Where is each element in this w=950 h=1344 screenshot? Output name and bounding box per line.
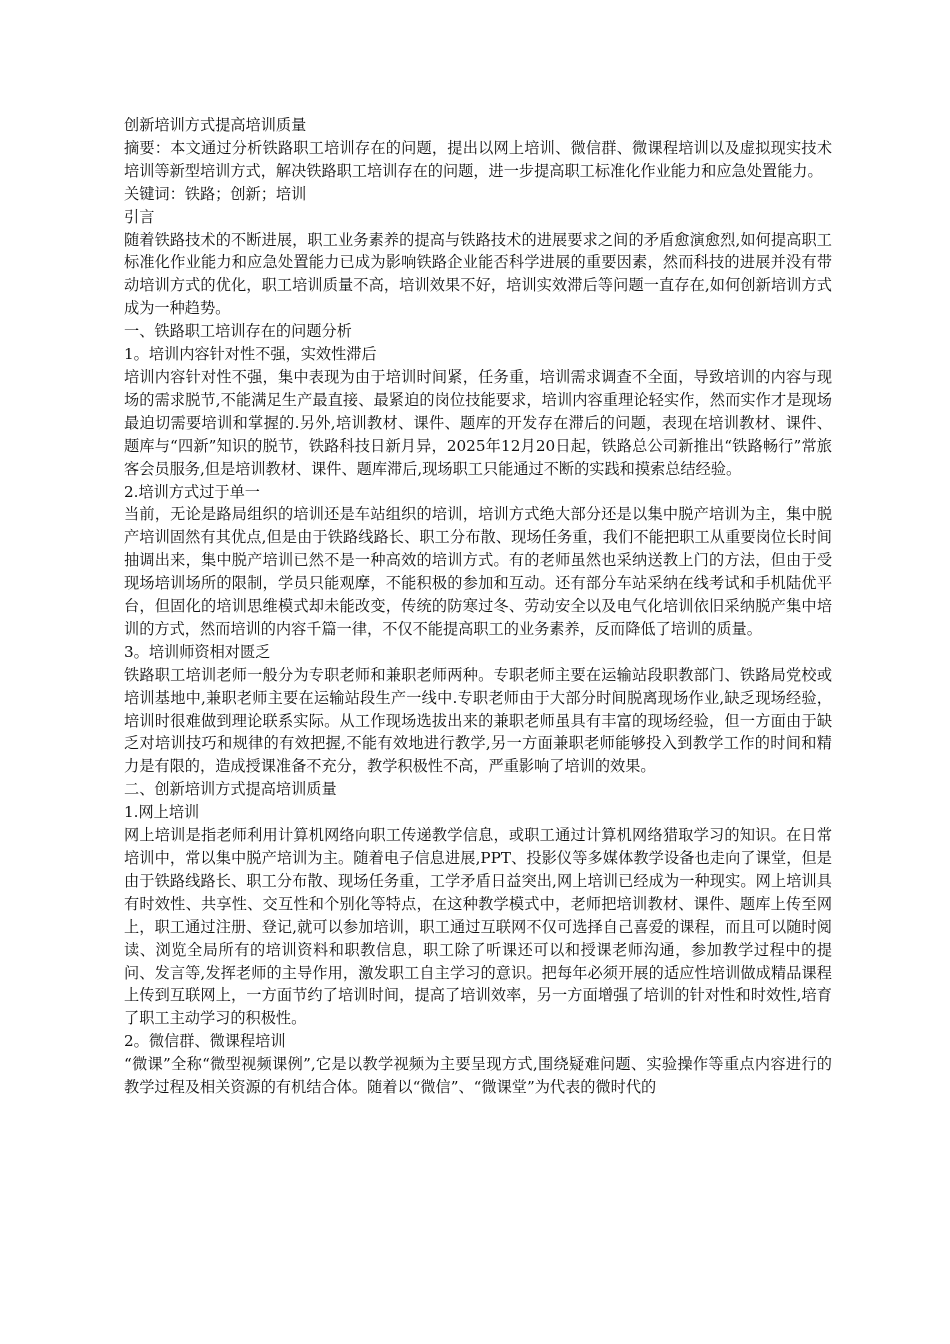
paragraph-content: 培训内容针对性不强，集中表现为由于培训时间紧，任务重，培训需求调查不全面，导致培训的内容与现场的需求脱节,不能满足生产最直接、最紧迫的岗位技能要求，培训内容重理论轻实作，然而实作才是现场最迫切需要培训和掌握的.另外,培训教材、课件、题库的开发存在滞后的问题，表现在培训教材、课件、题库与“四新”知识的脱节，铁路科技日新月异，2025年12月20日起，铁路总公司新推出“铁路畅行”常旅客会员服务,但是培训教材、课件、题库滞后,现场职工只能通过不断的实践和摸索总结经验。: [124, 367, 832, 478]
abstract-paragraph: 摘要：本文通过分析铁路职工培训存在的问题，提出以网上培训、微信群、微课程培训以及虚拟现实技术培训等新型培训方式，解决铁路职工培训存在的问题，进一步提高职工标准化作业能力和应急处置能力。: [124, 138, 832, 180]
keywords-line: 关键词：铁路；创新；培训: [124, 184, 307, 203]
section-heading-problems: 一、铁路职工培训存在的问题分析: [124, 322, 352, 341]
paragraph-wechat: “微课”全称“微型视频课例”,它是以教学视频为主要呈现方式,围绕疑难问题、实验操作等重点内容进行的教学过程及相关资源的有机结合体。随着以“微信”、“微课堂”为代表的微时代的: [124, 1055, 832, 1097]
intro-heading: 引言: [124, 207, 155, 226]
paragraph-methods: 当前，无论是路局组织的培训还是车站组织的培训，培训方式绝大部分还是以集中脱产培训为主，集中脱产培训固然有其优点,但是由于铁路线路长、职工分布散、现场任务重，我们不能把职工从重要岗位长时间抽调出来，集中脱产培训已然不是一种高效的培训方式。有的老师虽然也采纳送教上门的方法，但由于受现场培训场所的限制，学员只能观摩，不能积极的参加和互动。还有部分车站采纳在线考试和手机陆优平台，但固化的培训思维模式却未能改变，传统的防寒过冬、劳动安全以及电气化培训依旧采纳脱产集中培训的方式，然而培训的内容千篇一律，不仅不能提高职工的业务素养，反而降低了培训的质量。: [124, 505, 832, 638]
subsection-heading-teachers: 3。培训师资相对匮乏: [124, 642, 271, 661]
document-page: [124, 114, 832, 1099]
paragraph-teachers: 铁路职工培训老师一般分为专职老师和兼职老师两种。专职老师主要在运输站段职教部门、铁路局党校或培训基地中,兼职老师主要在运输站段生产一线中.专职老师由于大部分时间脱离现场作业,缺乏现场经验，培训时很难做到理论联系实际。从工作现场选拔出来的兼职老师虽具有丰富的现场经验，但一方面由于缺乏对培训技巧和规律的有效把握,不能有效地进行教学,另一方面兼职老师能够投入到教学工作的时间和精力是有限的，造成授课准备不充分，教学积极性不高，严重影响了培训的效果。: [124, 665, 832, 776]
paragraph-online: 网上培训是指老师利用计算机网络向职工传递教学信息，或职工通过计算机网络猎取学习的知识。在日常培训中，常以集中脱产培训为主。随着电子信息进展,PPT、投影仪等多媒体教学设备也走向了课堂，但是由于铁路线路长、职工分布散、现场任务重，工学矛盾日益突出,网上培训已经成为一种现实。网上培训具有时效性、共享性、交互性和个别化等特点，在这种教学模式中，老师把培训教材、课件、题库上传至网上，职工通过注册、登记,就可以参加培训，职工通过互联网不仅可选择自己喜爱的课程，而且可以随时阅读、浏览全局所有的培训资料和职教信息，职工除了听课还可以和授课老师沟通，参加教学过程中的提问、发言等,发挥老师的主导作用，激发职工自主学习的意识。把每年必须开展的适应性培训做成精品课程上传到互联网上，一方面节约了培训时间，提高了培训效率，另一方面增强了培训的针对性和时效性,培育了职工主动学习的积极性。: [124, 826, 832, 1028]
subsection-heading-methods: 2.培训方式过于单一: [124, 482, 260, 501]
intro-paragraph: 随着铁路技术的不断进展，职工业务素养的提高与铁路技术的进展要求之间的矛盾愈演愈烈,如何提高职工标准化作业能力和应急处置能力已成为影响铁路企业能否科学进展的重要因素，然而科技的进展并没有带动培训方式的优化，职工培训质量不高，培训效果不好，培训实效滞后等问题一直存在,如何创新培训方式成为一种趋势。: [124, 230, 832, 318]
subsection-heading-content: 1。培训内容针对性不强，实效性滞后: [124, 345, 377, 364]
subsection-heading-wechat: 2。微信群、微课程培训: [124, 1032, 286, 1051]
subsection-heading-online: 1.网上培训: [124, 803, 200, 822]
document-title: 创新培训方式提高培训质量: [124, 116, 307, 134]
section-heading-innovation: 二、创新培训方式提高培训质量: [124, 780, 337, 799]
